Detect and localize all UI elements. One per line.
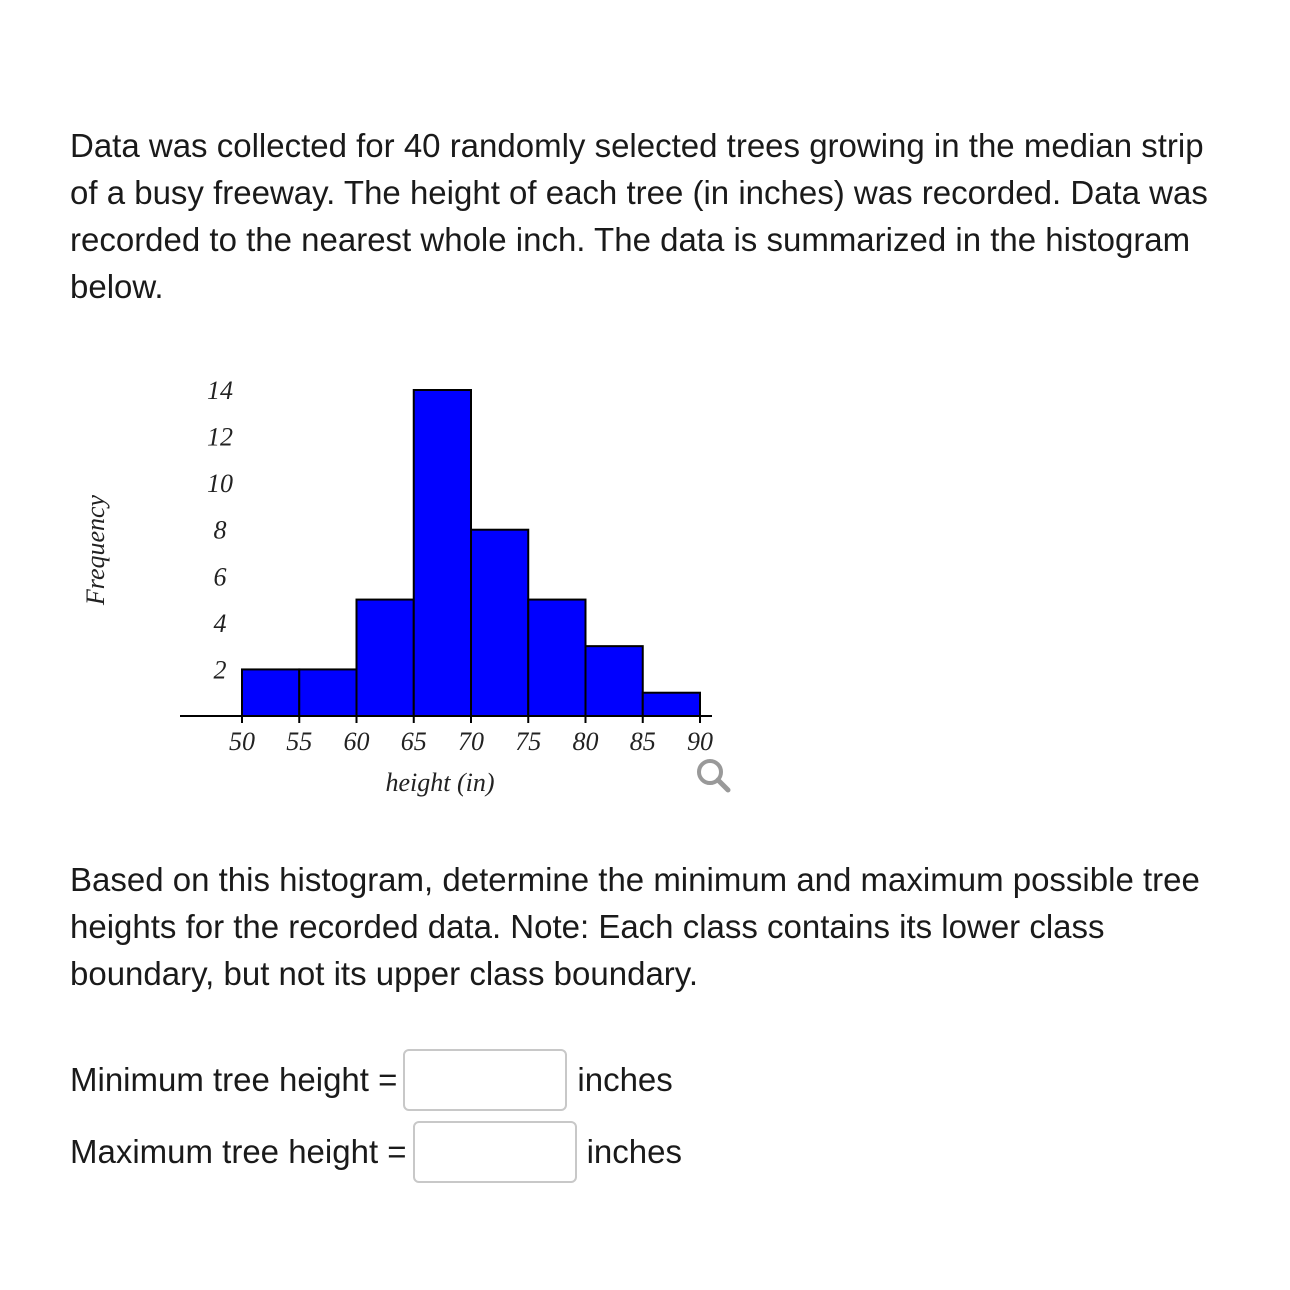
x-tick-label: 90	[687, 727, 713, 756]
histogram	[60, 360, 780, 820]
histogram-bar-85-90	[643, 693, 700, 716]
histogram-bar-65-70	[414, 390, 471, 716]
x-tick-label: 55	[286, 727, 313, 756]
max-height-label: Maximum tree height =	[70, 1133, 407, 1170]
x-tick-label: 50	[229, 727, 255, 756]
y-tick-label: 4	[213, 608, 227, 638]
min-answer-row	[70, 1047, 673, 1113]
histogram-bar-75-80	[528, 600, 585, 716]
x-tick-label: 70	[458, 727, 484, 756]
y-tick-label: 12	[207, 422, 233, 452]
x-tick-label: 75	[515, 727, 542, 756]
max-answer-row	[70, 1119, 682, 1185]
y-tick-label: 2	[213, 655, 227, 685]
histogram-svg	[60, 360, 780, 820]
histogram-bar-55-60	[299, 669, 356, 716]
y-tick-label: 8	[213, 515, 227, 545]
y-tick-label: 6	[213, 562, 227, 592]
max-height-unit: inches	[586, 1133, 682, 1170]
x-tick-label: 80	[572, 727, 599, 756]
magnifier-icon[interactable]	[699, 761, 728, 790]
histogram-bar-80-85	[586, 646, 643, 716]
x-axis-label: height (in)	[385, 768, 495, 797]
problem-question: Based on this histogram, determine the minimum and maximum possible tree heights for the recorded data. Note: Each class contains its lower class boundary, but not its upper class boundary.	[70, 861, 1200, 992]
min-height-input[interactable]	[403, 1049, 567, 1111]
y-ticks-layer	[207, 376, 233, 684]
histogram-bar-70-75	[471, 530, 528, 716]
y-tick-label: 14	[207, 376, 233, 405]
x-tick-label: 60	[343, 727, 370, 756]
x-ticks-layer	[229, 716, 713, 756]
max-height-input[interactable]	[413, 1121, 577, 1183]
y-tick-label: 10	[207, 469, 233, 499]
y-axis-label: Frequency	[81, 494, 110, 606]
histogram-bar-50-55	[242, 669, 299, 716]
min-height-unit: inches	[577, 1061, 673, 1098]
bars-layer	[242, 390, 700, 716]
x-tick-label: 65	[400, 727, 427, 756]
histogram-bar-60-65	[357, 600, 414, 716]
min-height-label: Minimum tree height =	[70, 1061, 398, 1098]
problem-intro: Data was collected for 40 randomly selected trees growing in the median strip of a busy freeway. The height of each tree (in inches) was recorded. Data was recorded to the nearest whole inch. The data is summarized in the histogram below.	[70, 127, 1208, 305]
x-tick-label: 85	[629, 727, 656, 756]
